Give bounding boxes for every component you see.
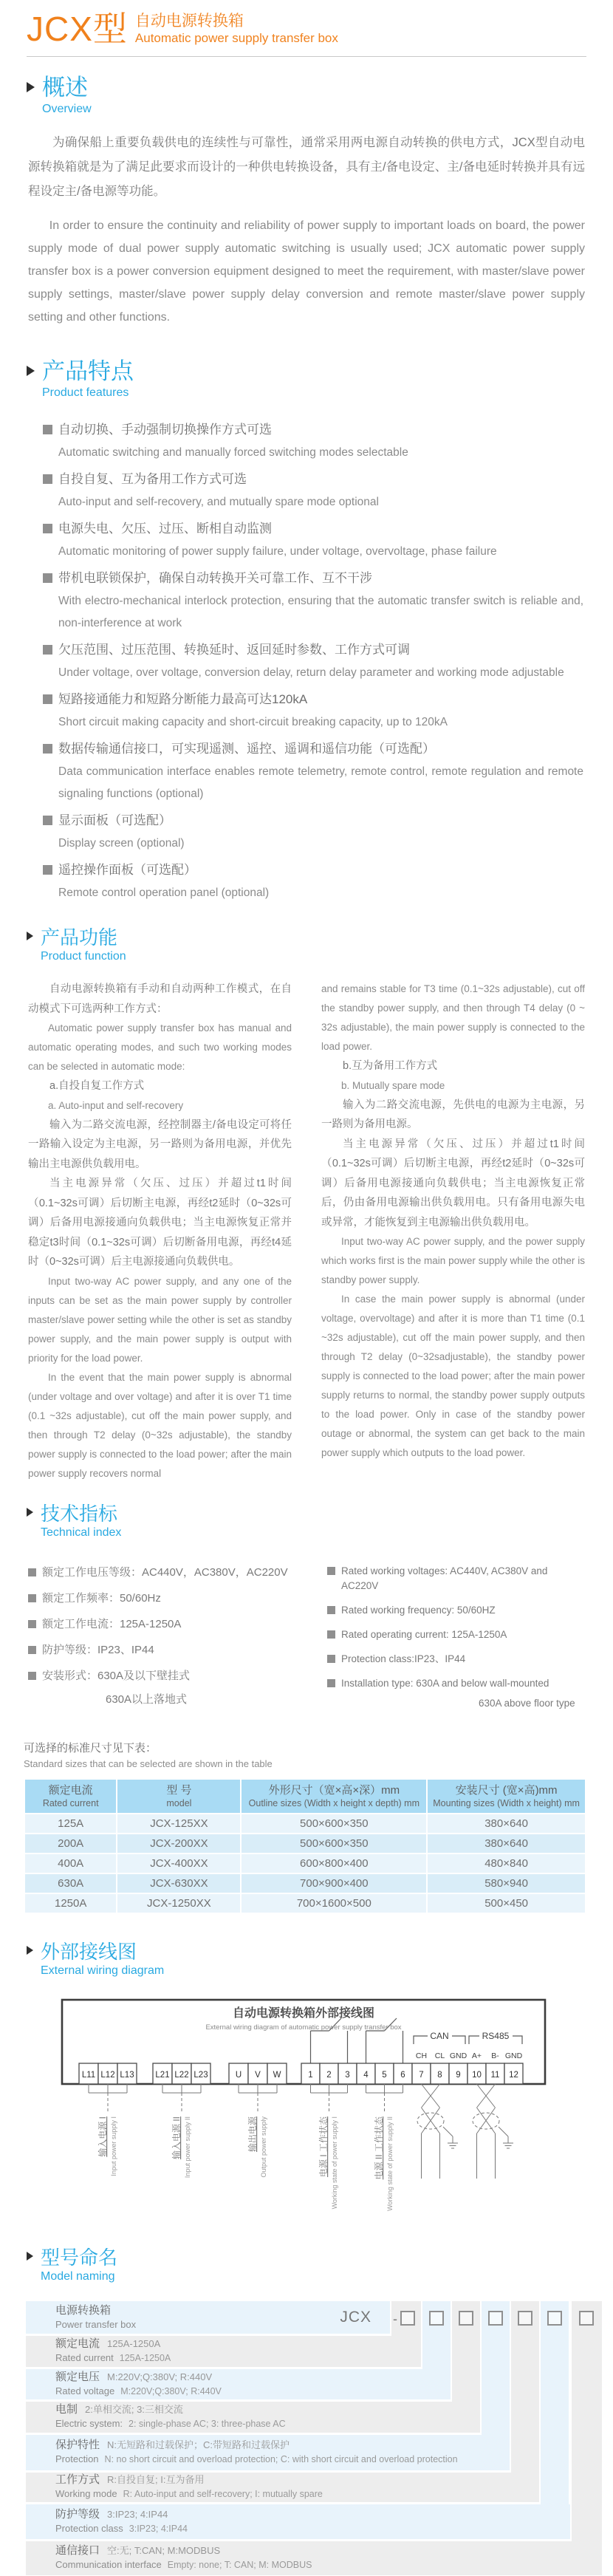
terminal-label: V [255, 2070, 261, 2080]
cell-outline-size: 500×600×350 [242, 1814, 426, 1833]
feature-zh: 欠压范围、过压范围、转换延时、返回延时参数、工作方式可调 [58, 643, 410, 657]
section-title-zh: 外部接线图 [41, 1940, 137, 1963]
bullet-square-icon [28, 1672, 36, 1680]
section-arrow-icon [27, 82, 35, 92]
model-dash: - [393, 2311, 397, 2326]
section-title-zh: 产品功能 [41, 926, 118, 949]
group-label-en: Input power supply I [110, 2116, 117, 2176]
section-title-block [41, 1503, 121, 1541]
cell-model: JCX-630XX [117, 1874, 240, 1893]
section-title-en: Model naming [41, 2269, 115, 2283]
section-title-en: Technical index [41, 1526, 122, 1539]
function-left-column [28, 980, 292, 1483]
bullet-square-icon [43, 694, 52, 704]
col-header-mounting-sizes: 安装尺寸 (宽×高)mm Mounting sizes (Width x height) mm [428, 1780, 585, 1813]
terminal-label: 3 [345, 2070, 350, 2080]
cell-mounting-size: 580×940 [428, 1874, 585, 1893]
tech-spec: 安装形式：630A及以下壁挂式 [42, 1669, 191, 1682]
cell-outline-size: 700×1600×500 [242, 1894, 426, 1913]
feature-en: Short circuit making capacity and short-circuit breaking capacity, up to 120kA [58, 716, 448, 728]
function-paragraph: 当主电源异常（欠压、过压）并超过t1时间（0.1~32s可调）后切断主电源，再经t2延时（0~32s可调）后备用电源接通向负载供电；当主电源恢复正常并稳定t3时间（0.1~32s可调）后切断备用电源，再经t4延时（0~32s可调）后主电源接通向负载供电。 [28, 1178, 292, 1268]
function-paragraph: 输入为二路交流电源，经控制器主/备电设定可将任一路输入设定为主电源，另一路则为备用电源，并优先输出主电源供负载用电。 [28, 1118, 292, 1170]
wire-group-bracket [311, 2084, 348, 2112]
cell-rated-current: 200A [25, 1834, 116, 1853]
section-title-block [41, 2247, 117, 2285]
tech-spec-continuation: 630A above floor type [479, 1697, 575, 1709]
product-model-title: JCX型 [27, 10, 128, 48]
naming-row-label: 额定电压 M:220V;Q:380V; R:440V Rated voltage M:220V;Q:380V; R:440V [55, 2370, 222, 2396]
bullet-square-icon [43, 744, 52, 754]
feature-item [43, 417, 583, 464]
function-paragraph: 输入为二路交流电源，先供电的电源为主电源，另一路则为备用电源。 [321, 1099, 585, 1130]
function-paragraph: b.互为备用工作方式 [343, 1060, 438, 1072]
terminal-label: 9 [456, 2070, 461, 2080]
terminal-label: 6 [400, 2070, 405, 2080]
feature-item [43, 516, 583, 563]
size-table-header-row [25, 1780, 585, 1813]
function-columns [28, 980, 585, 1483]
product-name-zh: 自动电源转换箱 [134, 13, 244, 30]
function-paragraph: 自动电源转换箱有手动和自动两种工作模式，在自动模式下可选两种工作方式： [28, 983, 292, 1015]
product-name-en: Automatic power supply transfer box [134, 31, 338, 45]
cell-mounting-size: 480×840 [428, 1854, 585, 1873]
model-code-box [518, 2311, 532, 2326]
cell-model: JCX-1250XX [117, 1894, 240, 1913]
wire-group-bracket [239, 2084, 277, 2112]
tech-spec: 额定工作频率：50/60Hz [42, 1591, 161, 1605]
section-title-zh: 技术指标 [41, 1502, 118, 1525]
terminal-label: 11 [490, 2070, 500, 2080]
naming-row-label: 额定电流 125A-1250A Rated current 125A-1250A [55, 2337, 171, 2363]
bullet-square-icon [43, 645, 52, 655]
naming-row-label: 通信接口 空:无; T:CAN; M:MODBUS Communication interface Empty: none; T: CAN; M: MODBUS [55, 2544, 312, 2570]
model-code-box [429, 2311, 444, 2326]
feature-zh: 短路接通能力和短路分断能力最高可达120kA [58, 692, 308, 706]
cell-rated-current: 400A [25, 1854, 116, 1873]
cell-rated-current: 630A [25, 1874, 116, 1893]
feature-item [43, 467, 583, 513]
feature-en: Data communication interface enables remote telemetry, remote control, remote regulation and remote signaling functions (optional) [58, 765, 583, 800]
feature-item [43, 808, 583, 855]
cell-mounting-size: 380×640 [428, 1814, 585, 1833]
twisted-pair-icon [473, 2084, 508, 2179]
feature-en: Auto-input and self-recovery, and mutually spare mode optional [58, 496, 379, 508]
terminal-label: 7 [419, 2070, 424, 2080]
terminal-label: L22 [174, 2070, 189, 2080]
bullet-square-icon [28, 1620, 36, 1628]
rs485-bus-label: RS485 [482, 2030, 510, 2041]
section-title-block [42, 75, 92, 117]
section-title-zh: 概述 [42, 75, 88, 100]
bullet-square-icon [43, 573, 52, 583]
feature-item [43, 638, 583, 684]
function-paragraph: Input two-way AC power supply, and any one of the inputs can be set as the main power supply by controller master/slave power setting while the other is set as standby power supply, and the main power supply is output with priority for the load power. [28, 1275, 292, 1364]
function-paragraph: a.自投自复工作方式 [49, 1080, 145, 1092]
ground-icon [503, 2136, 513, 2148]
bullet-square-icon [28, 1594, 36, 1602]
table-row [25, 1894, 585, 1913]
cell-rated-current: 125A [25, 1814, 116, 1833]
feature-item [43, 737, 583, 805]
section-title-en: Overview [42, 103, 92, 115]
feature-zh: 自投自复、互为备用工作方式可选 [58, 472, 247, 486]
feature-item [43, 858, 583, 904]
function-paragraph: b. Mutually spare mode [341, 1079, 445, 1091]
model-code-box [400, 2311, 415, 2326]
table-row [25, 1874, 585, 1893]
cell-model: JCX-400XX [117, 1854, 240, 1873]
feature-zh: 电源失电、欠压、过压、断相自动监测 [58, 522, 272, 536]
naming-column [541, 2301, 569, 2539]
naming-row-label: 防护等级 3:IP23; 4:IP44 Protection class 3:IP23; 4:IP44 [55, 2507, 188, 2534]
function-paragraph: In case the main power supply is abnormal (under voltage, overvoltage) and after it is more than T1 time (0.1 ~32s adjustable), cut off the main power supply, and then through T2 delay (0~32sadjustable), the standby power supply is connected to the load power; after the main power supply returns to normal, the standby power supply outputs to the load power. Only in case of the standby power outage or abnormal, the system can get back to the main power supply which outputs to the load power. [321, 1294, 585, 1458]
cell-mounting-size: 500×450 [428, 1894, 585, 1913]
terminal-label: L21 [155, 2070, 170, 2080]
feature-en: Automatic monitoring of power supply failure, under voltage, overvoltage, phase failure [58, 545, 497, 558]
tech-spec: 防护等级：IP23、IP44 [42, 1643, 154, 1656]
bullet-square-icon [43, 865, 52, 875]
function-paragraph: Automatic power supply transfer box has manual and automatic operating modes, and such two working modes can be selected in automatic mode: [28, 1022, 292, 1072]
function-paragraph: and remains stable for T3 time (0.1~32s adjustable), cut off the standby power supply, and then through T4 delay (0 ~ 32s adjustable), the main power supply is connected to the load power. [321, 983, 585, 1052]
cell-mounting-size: 380×640 [428, 1834, 585, 1853]
section-wiring-heading [27, 1941, 613, 1979]
table-row [25, 1814, 585, 1833]
pin-label: CL [434, 2051, 445, 2060]
wiring-diagram [0, 1989, 613, 2233]
wire-group-bracket [89, 2084, 127, 2112]
group-label-zh: 输出电源 [247, 2116, 258, 2152]
tech-left-column [28, 1554, 327, 1709]
tech-spec: 额定工作电压等级：AC440V，AC380V，AC220V [42, 1565, 288, 1579]
group-label-en: Output power supply [260, 2116, 267, 2178]
naming-row-label: 工作方式 R:自投自复; I:互为备用 Working mode R: Auto-input and self-recovery; I: mutually spare [55, 2473, 323, 2499]
cell-model: JCX-200XX [117, 1834, 240, 1853]
terminal-label: 1 [308, 2070, 313, 2080]
tech-spec-continuation: 630A以上落地式 [106, 1692, 188, 1706]
terminal-label: L23 [194, 2070, 208, 2080]
terminal-label: 4 [363, 2070, 369, 2080]
col-header-outline-sizes: 外形尺寸（宽×高×深）mm Outline sizes (Width x height x depth) mm [242, 1780, 426, 1813]
model-naming-diagram [26, 2301, 603, 2576]
ground-icon [448, 2136, 458, 2148]
overview-paragraph-en: In order to ensure the continuity and reliability of power supply to important loads on board, the power supply mode of dual power supply automatic switching is usually used; JCX automatic power supply transfer box is a power conversion equipment designed to meet the requirement, with master/slave power supply settings, master/slave power supply delay conversion and remote master/slave power supply setting and other functions. [28, 219, 585, 324]
col-header-model: 型 号 model [117, 1780, 240, 1813]
function-paragraph: a. Auto-input and self-recovery [48, 1099, 184, 1111]
size-table-intro-zh: 可选择的标准尺寸见下表： [24, 1741, 157, 1755]
section-arrow-icon [27, 1508, 33, 1517]
model-code-box [547, 2311, 562, 2326]
header-divider [27, 56, 586, 57]
bullet-square-icon [327, 1606, 335, 1614]
terminal-label: 2 [326, 2070, 332, 2080]
pin-label: A+ [471, 2051, 482, 2060]
diagram-title-en: External wiring diagram of automatic power supply transfer box [205, 2023, 402, 2032]
pin-label: CH [415, 2051, 428, 2060]
tech-spec: Installation type: 630A and below wall-mounted [341, 1677, 549, 1689]
naming-row-label: 电制 2:单相交流; 3:三相交流 Electric system: 2: single-phase AC; 3: three-phase AC [55, 2403, 286, 2429]
table-row [25, 1834, 585, 1853]
feature-item [43, 687, 583, 734]
wire-group-bracket [366, 2084, 403, 2112]
tech-spec: Protection class:IP23、IP44 [341, 1653, 466, 1664]
feature-item [43, 566, 583, 635]
feature-en: Display screen (optional) [58, 837, 185, 850]
feature-en: With electro-mechanical interlock protection, ensuring that the automatic transfer switch is reliable and, non-interference at work [58, 595, 583, 629]
feature-list [43, 417, 583, 904]
bullet-square-icon [43, 816, 52, 825]
function-paragraph: In the event that the main power supply is abnormal (under voltage and over voltage) and after it is over T1 time (0.1 ~32s adjustable), cut off the main power supply, and then through T2 delay (0~32s adjustable), the standby power supply is connected to the load power; after the main power supply recovers normal [28, 1371, 292, 1479]
section-function-heading [27, 926, 613, 965]
wire-group-bracket [162, 2084, 201, 2112]
function-paragraph: Input two-way AC power supply, and the power supply which works first is the main power supply while the other is standby power supply. [321, 1236, 585, 1285]
cell-outline-size: 700×900×400 [242, 1874, 426, 1893]
feature-en: Under voltage, over voltage, conversion delay, return delay parameter and working mode adjustable [58, 666, 564, 679]
function-paragraph: 当主电源异常（欠压、过压）并超过t1时间（0.1~32s可调）后切断主电源，再经t2延时（0~32s可调）后备用电源接通向负载供电；当主电源恢复正常后，仍由备用电源输出供负载用电。只有备用电源失电或异常，才能恢复到主电源输出供负载用电。 [321, 1138, 585, 1229]
terminal-label: 10 [472, 2070, 482, 2080]
product-subtitle [135, 10, 338, 46]
can-bus-label: CAN [430, 2030, 449, 2041]
naming-column [572, 2301, 602, 2575]
tech-right-column [327, 1554, 585, 1709]
function-right-column [321, 980, 585, 1483]
table-row [25, 1854, 585, 1873]
tech-spec: Rated operating current: 125A-1250A [341, 1628, 507, 1640]
tech-columns [28, 1554, 585, 1709]
model-code-box [459, 2311, 473, 2326]
size-table-intro-en: Standard sizes that can be selected are shown in the table [24, 1757, 273, 1769]
cell-outline-size: 500×600×350 [242, 1834, 426, 1853]
pin-label: GND [449, 2051, 468, 2060]
bullet-square-icon [327, 1679, 335, 1687]
feature-en: Automatic switching and manually forced switching modes selectable [58, 446, 408, 459]
feature-en: Remote control operation panel (optional) [58, 886, 270, 899]
size-table [24, 1778, 586, 1914]
section-title-zh: 型号命名 [41, 2246, 118, 2269]
section-title-zh: 产品特点 [42, 358, 134, 384]
group-label-zh: 电源 I 工作状态 [318, 2116, 329, 2177]
bullet-square-icon [43, 425, 52, 434]
bullet-square-icon [327, 1655, 335, 1663]
model-code-box [488, 2311, 503, 2326]
feature-zh: 自动切换、手动强制切换操作方式可选 [58, 423, 272, 437]
terminal-label: 5 [382, 2070, 387, 2080]
col-header-rated-current: 额定电流 Rated current [25, 1780, 116, 1813]
tech-spec: Rated working frequency: 50/60HZ [341, 1604, 496, 1616]
group-label-zh: 输入电源 II [171, 2116, 182, 2159]
section-arrow-icon [27, 932, 33, 940]
group-label-en: Working state of power supply I [331, 2116, 338, 2209]
section-naming-heading [27, 2247, 613, 2285]
terminal-label: W [273, 2070, 281, 2080]
tech-spec: 额定工作电流：125A-1250A [42, 1617, 182, 1630]
overview-paragraph-zh: 为确保船上重要负载供电的连续性与可靠性，通常采用两电源自动转换的供电方式，JCX型自动电源转换箱就是为了满足此要求而设计的一种供电转换设备，具有主/备电设定、主/备电延时转换并具有远程设定主/备电源等功能。 [28, 136, 585, 198]
section-tech-heading [27, 1503, 613, 1541]
section-arrow-icon [27, 1946, 33, 1955]
terminal-label: L11 [81, 2070, 96, 2080]
section-features-heading [27, 358, 613, 401]
naming-row-label: 保护特性 N:无短路和过载保护；C:带短路和过载保护 Protection N: no short circuit and overload protection; C: with short circuit and overload protection [55, 2439, 458, 2464]
bullet-square-icon [43, 474, 52, 484]
feature-zh: 遥控操作面板（可选配） [58, 863, 196, 877]
section-title-en: External wiring diagram [41, 1964, 165, 1977]
pin-label: GND [504, 2051, 523, 2060]
bullet-square-icon [327, 1630, 335, 1639]
section-arrow-icon [27, 366, 35, 376]
group-label-en: Input power supply II [184, 2116, 191, 2178]
model-code-box [579, 2311, 594, 2326]
pin-label: B- [491, 2051, 499, 2060]
terminal-label: U [235, 2070, 242, 2080]
feature-zh: 带机电联锁保护，确保自动转换开关可靠工作、互不干涉 [58, 571, 372, 585]
model-prefix: JCX [340, 2308, 371, 2326]
section-title-en: Product features [42, 386, 129, 399]
bullet-square-icon [327, 1567, 335, 1575]
section-arrow-icon [27, 2252, 33, 2261]
terminal-label: 8 [437, 2070, 442, 2080]
feature-zh: 数据传输通信接口，可实现遥测、遥控、遥调和遥信功能（可选配） [58, 742, 435, 756]
group-label-en: Working state of power supply II [386, 2116, 394, 2211]
group-label-zh: 电源 II 工作状态 [374, 2116, 384, 2179]
terminal-label: L13 [120, 2070, 134, 2080]
terminal-label: 12 [509, 2070, 518, 2080]
group-label-zh: 输入电源 I [97, 2116, 108, 2157]
section-title-block [41, 926, 126, 965]
terminal-label: L12 [100, 2070, 115, 2080]
section-title-block [42, 358, 134, 401]
twisted-pair-icon [417, 2084, 453, 2179]
cell-outline-size: 600×800×400 [242, 1854, 426, 1873]
section-title-en: Product function [41, 950, 126, 963]
cell-rated-current: 1250A [25, 1894, 116, 1913]
section-overview-heading [27, 75, 613, 117]
bullet-square-icon [28, 1568, 36, 1576]
cell-model: JCX-125XX [117, 1814, 240, 1833]
tech-spec: Rated working voltages: AC440V, AC380V and AC220V [341, 1565, 548, 1591]
bullet-square-icon [43, 524, 52, 533]
diagram-title-zh: 自动电源转换箱外部接线图 [232, 2006, 375, 2020]
page-header [0, 0, 613, 47]
naming-row-label: 电源转换箱 Power transfer box [55, 2303, 137, 2330]
bullet-square-icon [28, 1646, 36, 1654]
section-title-block [41, 1941, 164, 1979]
feature-zh: 显示面板（可选配） [58, 813, 171, 827]
